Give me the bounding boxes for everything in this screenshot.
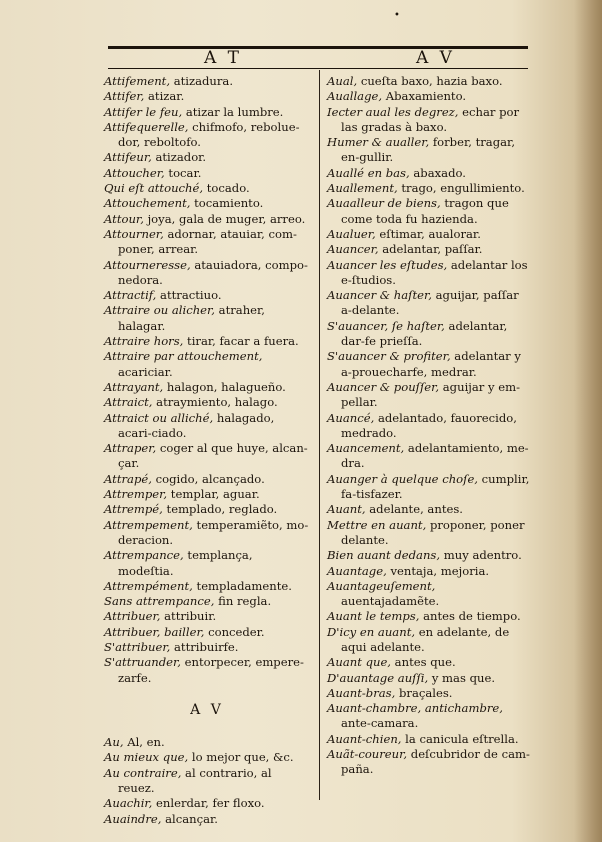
entry-definition: atizar. xyxy=(144,89,185,104)
entry-definition: attractiuo. xyxy=(156,288,222,303)
entry-headword: Attoucher, xyxy=(104,165,165,180)
entry-headword: Auãt-coureur, xyxy=(327,747,408,762)
entry-definition: alcançar. xyxy=(161,811,218,826)
dictionary-entry xyxy=(327,701,531,732)
entry-headword: Attrempé, xyxy=(104,502,163,517)
dictionary-entry xyxy=(104,594,310,609)
entry-definition: Abaxamiento. xyxy=(382,89,467,104)
column-divider xyxy=(319,70,320,800)
dictionary-entry xyxy=(327,380,531,411)
entry-definition: temperamiẽto, mo-deracion. xyxy=(118,517,309,547)
entry-headword: Auancé, xyxy=(327,410,375,425)
entry-headword: Attraire ou alicher, xyxy=(104,303,215,318)
entry-definition: en adelante, de aqui adelante. xyxy=(341,624,510,654)
entry-definition: tocar. xyxy=(164,165,202,180)
entry-headword: Attraire hors, xyxy=(104,334,184,349)
entry-headword: Attourneresse, xyxy=(104,257,191,272)
entry-definition: templadamente. xyxy=(192,578,292,593)
dictionary-entry xyxy=(327,441,531,472)
dictionary-entry xyxy=(104,655,310,686)
dictionary-entry xyxy=(104,472,310,487)
entry-headword: Attour, xyxy=(104,211,144,226)
dictionary-entry xyxy=(327,625,531,656)
dictionary-entry xyxy=(327,242,531,257)
dictionary-entry xyxy=(327,502,531,517)
entry-definition: abaxado. xyxy=(409,165,466,180)
dictionary-entry xyxy=(104,487,310,502)
entry-headword: Au mieux que, xyxy=(104,750,189,765)
entry-definition: cogido, alcançado. xyxy=(151,471,265,486)
entry-definition: ante-camara. xyxy=(341,716,419,731)
entry-headword: Aualuer, xyxy=(327,226,376,241)
header-left: A T xyxy=(204,48,243,68)
entry-headword: Attifeur, xyxy=(104,150,152,165)
dictionary-entry xyxy=(327,671,531,686)
left-column xyxy=(104,74,310,827)
dictionary-entry xyxy=(104,609,310,624)
dictionary-entry xyxy=(104,441,310,472)
entry-headword: Attractif, xyxy=(104,288,157,303)
entry-headword: Auancer & pouſſer, xyxy=(327,379,440,394)
dictionary-entry xyxy=(104,395,310,410)
entry-headword: D'icy en auant, xyxy=(327,624,416,639)
entry-definition: atizar la lumbre. xyxy=(182,104,284,119)
entry-headword: Auant, xyxy=(327,502,366,517)
entry-definition: al contrario, al reuez. xyxy=(118,765,272,796)
dictionary-entry xyxy=(327,518,531,549)
entry-headword: Attouchement, xyxy=(104,196,191,211)
entry-definition: fin regla. xyxy=(214,594,272,609)
entry-definition: lo mejor que, &c. xyxy=(188,750,294,765)
dictionary-entry xyxy=(327,564,531,579)
entry-definition: echar por las gradas à baxo. xyxy=(341,104,520,134)
entry-headword: Auaalleur de biens, xyxy=(327,196,441,211)
entry-definition: chifmofo, rebolue-dor, reboltofo. xyxy=(118,119,300,150)
entry-definition: entorpecer, empere-zarfe. xyxy=(118,655,304,685)
entry-headword: Auantage, xyxy=(327,563,387,578)
entry-headword: Auant le temps, xyxy=(327,609,420,624)
entry-definition: adelantar, paſſar. xyxy=(378,242,483,257)
dictionary-entry xyxy=(327,686,531,701)
entry-headword: Attifer, xyxy=(104,89,145,104)
entry-definition: deſcubridor de cam-paña. xyxy=(341,747,530,777)
entry-definition: adelante, antes. xyxy=(365,502,463,517)
entry-headword: Auancement, xyxy=(327,441,405,456)
entry-headword: Auant que, xyxy=(327,655,391,670)
entry-headword: D'auantage auſſi, xyxy=(327,670,429,685)
dictionary-entry xyxy=(327,655,531,670)
entry-definition: templado, reglado. xyxy=(162,502,278,517)
entry-definition: adelantamiento, me-dra. xyxy=(341,441,529,471)
dictionary-entry xyxy=(104,766,310,797)
section-title-av: A V xyxy=(190,701,224,718)
entry-definition: acariciar. xyxy=(118,364,173,379)
entry-headword: Auantageuſement, xyxy=(327,578,436,593)
dictionary-entry xyxy=(327,258,531,289)
dictionary-entry xyxy=(104,640,310,655)
top-mark: • xyxy=(394,10,400,21)
entry-definition: adornar, atauiar, com-poner, arrear. xyxy=(118,226,297,257)
entry-headword: Sans attrempance, xyxy=(104,594,215,609)
entry-headword: Attrempance, xyxy=(104,548,184,563)
entry-definition: la canicula eſtrella. xyxy=(401,731,519,746)
dictionary-entry xyxy=(104,750,310,765)
entry-definition: templar, aguar. xyxy=(167,487,260,502)
entry-definition: auentajadamẽte. xyxy=(341,594,440,609)
dictionary-entry xyxy=(104,380,310,395)
left-entries xyxy=(104,74,310,686)
entry-definition: atraymiento, halago. xyxy=(152,395,278,410)
right-entries xyxy=(327,74,531,778)
entry-headword: Qui eſt attouché, xyxy=(104,181,204,196)
entry-headword: Auancer, xyxy=(327,242,379,257)
header-rule-thin xyxy=(108,68,528,69)
dictionary-entry xyxy=(104,334,310,349)
dictionary-entry xyxy=(104,74,310,89)
entry-definition: Al, en. xyxy=(123,735,165,750)
entry-headword: Attribuer, xyxy=(104,609,161,624)
entry-headword: Aual, xyxy=(327,74,358,88)
entry-definition: muy adentro. xyxy=(440,548,522,563)
entry-definition: attribuirfe. xyxy=(170,639,239,654)
entry-headword: Attourner, xyxy=(104,226,164,241)
entry-definition: tocamiento. xyxy=(190,196,264,211)
entry-definition: trago, engullimiento. xyxy=(397,181,525,196)
entry-headword: Attifer le feu, xyxy=(104,104,183,119)
entry-headword: S'auancer & profiter, xyxy=(327,349,451,364)
dictionary-entry xyxy=(104,227,310,258)
entry-headword: Attrayant, xyxy=(104,379,164,394)
entry-definition: adelantar los e-ſtudios. xyxy=(341,257,528,287)
entry-headword: Auant-chien, xyxy=(327,731,402,746)
dictionary-entry xyxy=(327,472,531,503)
dictionary-entry xyxy=(327,747,531,778)
entry-headword: Mettre en auant, xyxy=(327,517,427,532)
entry-headword: S'attruander, xyxy=(104,655,181,670)
dictionary-entry xyxy=(104,166,310,181)
entry-definition: halagon, halagueño. xyxy=(163,379,286,394)
entry-definition: coger al que huye, alcan-çar. xyxy=(118,441,308,471)
entry-headword: S'attribuer, xyxy=(104,639,171,654)
dictionary-entry xyxy=(327,196,531,227)
dictionary-entry xyxy=(104,502,310,517)
dictionary-entry xyxy=(104,288,310,303)
entry-definition: cueſta baxo, hazia baxo. xyxy=(357,74,503,88)
dictionary-entry xyxy=(104,796,310,811)
entry-definition: templança, modeſtia. xyxy=(118,548,253,578)
dictionary-entry xyxy=(104,212,310,227)
dictionary-entry xyxy=(327,732,531,747)
dictionary-entry xyxy=(327,411,531,442)
binding-shadow xyxy=(574,0,602,842)
dictionary-entry xyxy=(327,105,531,136)
right-column xyxy=(327,74,531,778)
entry-headword: Auallage, xyxy=(327,89,383,104)
header-rule-thick xyxy=(108,46,528,49)
entry-headword: Auancer les eſtudes, xyxy=(327,257,448,272)
entry-headword: Auant-bras, xyxy=(327,685,396,700)
entry-definition: ventaja, mejoria. xyxy=(386,563,490,578)
dictionary-entry xyxy=(104,548,310,579)
entry-headword: Auant-chambre, antichambre, xyxy=(327,701,503,716)
entry-definition: forber, tragar, en-gullir. xyxy=(341,135,516,165)
entry-headword: Auaindre, xyxy=(104,811,162,826)
entry-headword: Attribuer, bailler, xyxy=(104,624,205,639)
dictionary-entry xyxy=(327,319,531,350)
entry-headword: Attremper, xyxy=(104,487,168,502)
entry-definition: atizador. xyxy=(151,150,207,165)
entry-headword: Attrapé, xyxy=(104,471,152,486)
dictionary-entry xyxy=(104,812,310,827)
dictionary-entry xyxy=(327,166,531,181)
dictionary-entry xyxy=(104,196,310,211)
entry-definition: joya, gala de muger, arreo. xyxy=(143,211,306,226)
entry-headword: Humer & aualler, xyxy=(327,135,430,150)
entry-definition: halagado, acari-ciado. xyxy=(118,410,275,440)
dictionary-entry xyxy=(327,89,531,104)
dictionary-entry xyxy=(327,181,531,196)
entry-definition: aguijar, paſſar a-delante. xyxy=(341,288,519,318)
header-right: A V xyxy=(416,48,455,68)
entry-definition: conceder. xyxy=(204,624,265,639)
entry-definition: attribuir. xyxy=(160,609,217,624)
dictionary-entry xyxy=(104,150,310,165)
dictionary-entry xyxy=(104,105,310,120)
entry-definition: antes que. xyxy=(391,655,456,670)
entry-headword: Auanger à quelque choſe, xyxy=(327,471,478,486)
entry-definition: atraher, halagar. xyxy=(118,303,265,333)
dictionary-entry xyxy=(327,135,531,166)
dictionary-entry xyxy=(327,579,531,610)
entry-headword: S'auancer, ſe haſter, xyxy=(327,318,445,333)
entry-headword: Auancer & haſter, xyxy=(327,288,432,303)
dictionary-entry xyxy=(104,303,310,334)
dictionary-entry xyxy=(104,518,310,549)
entry-definition: adelantar, dar-fe prieſſa. xyxy=(341,318,508,349)
entry-definition: proponer, poner delante. xyxy=(341,517,525,547)
entry-definition: enlerdar, fer floxo. xyxy=(152,796,265,811)
entry-headword: Attifequerelle, xyxy=(104,119,189,134)
dictionary-entry xyxy=(327,609,531,624)
entry-headword: Auallé en bas, xyxy=(327,165,410,180)
entry-definition: antes de tiempo. xyxy=(419,609,521,624)
dictionary-entry xyxy=(104,181,310,196)
entry-definition: y mas que. xyxy=(428,670,496,685)
dictionary-entry xyxy=(327,349,531,380)
entry-definition: atauiadora, compo-nedora. xyxy=(118,257,308,287)
dictionary-entry xyxy=(104,89,310,104)
dictionary-entry xyxy=(104,411,310,442)
entry-definition: braçales. xyxy=(395,685,453,700)
entry-headword: Attraper, xyxy=(104,441,157,456)
entry-headword: Iecter aual les degrez, xyxy=(327,104,459,119)
entry-headword: Attraict, xyxy=(104,395,153,410)
entry-definition: eſtimar, aualorar. xyxy=(375,226,481,241)
entry-definition: tocado. xyxy=(203,181,250,196)
entry-headword: Auachir, xyxy=(104,796,153,811)
running-header xyxy=(108,40,528,72)
entry-headword: Auallement, xyxy=(327,181,398,196)
entry-headword: Attraict ou alliché, xyxy=(104,410,214,425)
entry-definition: cumplir, fa-tisfazer. xyxy=(341,471,530,502)
dictionary-entry xyxy=(104,120,310,151)
entry-headword: Attrempement, xyxy=(104,517,193,532)
dictionary-entry xyxy=(104,579,310,594)
entry-headword: Au contraire, xyxy=(104,765,182,780)
dictionary-entry xyxy=(104,735,310,750)
entry-headword: Attifement, xyxy=(104,74,171,88)
dictionary-entry xyxy=(104,349,310,380)
dictionary-entry xyxy=(104,625,310,640)
left-entries-after xyxy=(104,735,310,827)
entry-definition: tragon que come toda fu hazienda. xyxy=(341,196,509,226)
entry-headword: Attraire par attouchement, xyxy=(104,349,263,364)
entry-headword: Au, xyxy=(104,735,124,750)
dictionary-entry xyxy=(327,548,531,563)
entry-definition: aguijar y em-pellar. xyxy=(341,379,521,410)
entry-definition: atizadura. xyxy=(170,74,234,88)
entry-headword: Attrempément, xyxy=(104,578,193,593)
dictionary-entry xyxy=(104,258,310,289)
entry-headword: Bien auant dedans, xyxy=(327,548,441,563)
entry-definition: adelantado, fauorecido, medrado. xyxy=(341,410,517,440)
entry-definition: adelantar y a-prouecharfe, medrar. xyxy=(341,349,521,379)
dictionary-entry xyxy=(327,288,531,319)
entry-definition: tirar, facar a fuera. xyxy=(183,334,299,349)
dictionary-entry xyxy=(327,227,531,242)
dictionary-entry xyxy=(327,74,531,89)
